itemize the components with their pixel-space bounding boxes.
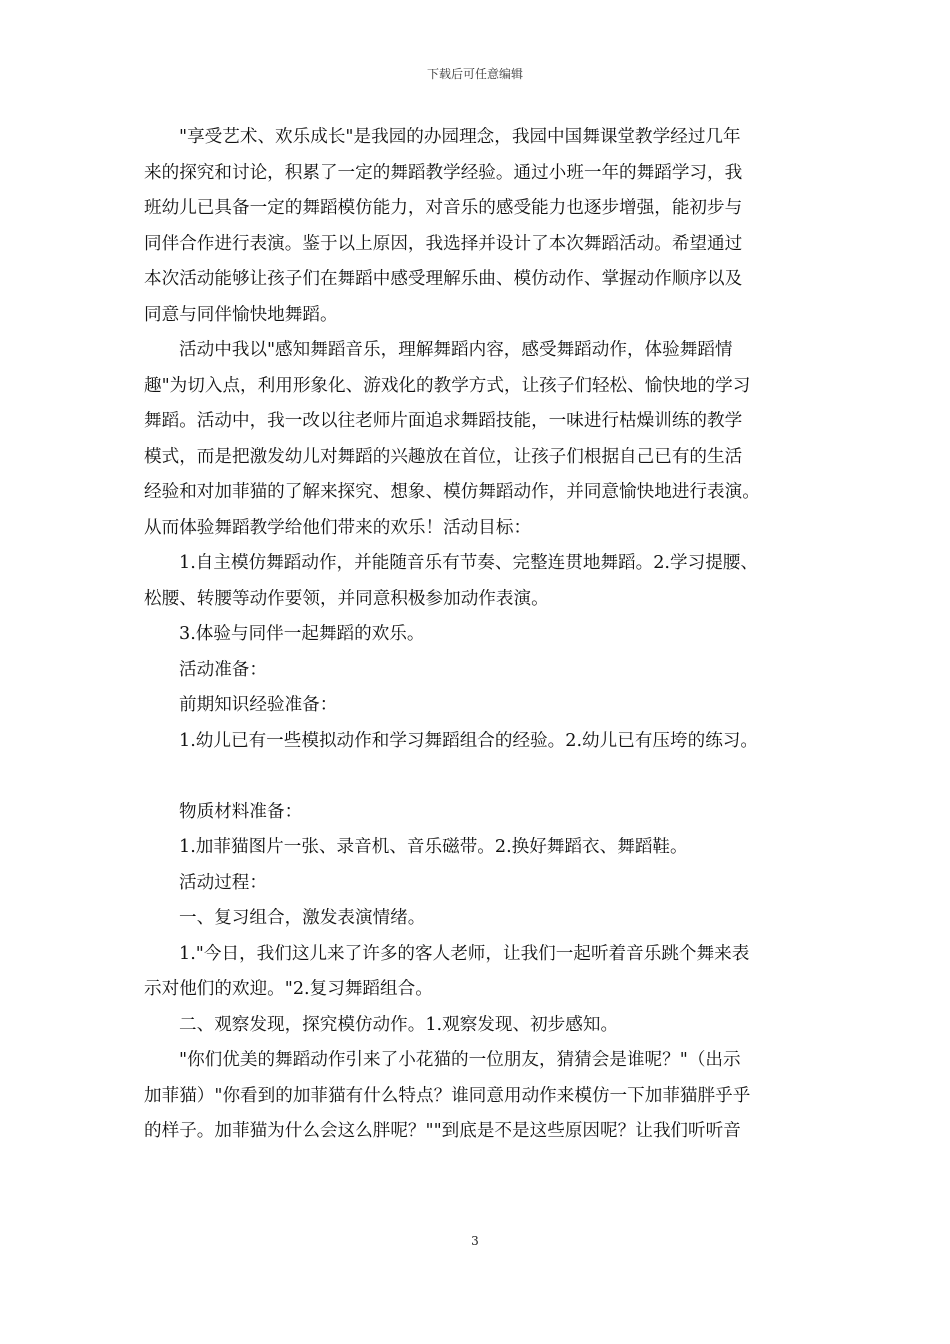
paragraph-line: 趣"为切入点，利用形象化、游戏化的教学方式，让孩子们轻松、愉快地的学习 xyxy=(144,375,751,396)
paragraph-line: 1.自主模仿舞蹈动作，并能随音乐有节奏、完整连贯地舞蹈。2.学习提腰、 xyxy=(179,553,758,573)
section-heading: 活动准备： xyxy=(179,659,267,680)
paragraph-line: 从而体验舞蹈教学给他们带来的欢乐！活动目标： xyxy=(144,517,532,538)
paragraph-line: 本次活动能够让孩子们在舞蹈中感受理解乐曲、模仿动作、掌握动作顺序以及 xyxy=(144,269,743,289)
page-number: 3 xyxy=(471,1234,479,1248)
section-heading: 活动过程： xyxy=(179,872,267,893)
paragraph-line: 模式，而是把激发幼儿对舞蹈的兴趣放在首位，让孩子们根据自己已有的生活 xyxy=(144,446,743,467)
section-heading: 物质材料准备： xyxy=(179,801,303,822)
paragraph-line: 示对他们的欢迎。"2.复习舞蹈组合。 xyxy=(144,979,433,999)
paragraph-line: 来的探究和讨论，积累了一定的舞蹈教学经验。通过小班一年的舞蹈学习，我 xyxy=(144,162,743,183)
paragraph-line: 经验和对加菲猫的了解来探究、想象、模仿舞蹈动作，并同意愉快地进行表演。 xyxy=(144,482,760,502)
paragraph-line: 的样子。加菲猫为什么会这么胖呢？""到底是不是这些原因呢？让我们听听音 xyxy=(144,1121,741,1141)
paragraph-line: 3.体验与同伴一起舞蹈的欢乐。 xyxy=(179,624,425,644)
paragraph-line: 1.加菲猫图片一张、录音机、音乐磁带。2.换好舞蹈衣、舞蹈鞋。 xyxy=(179,837,688,857)
paragraph-line: 1.幼儿已有一些模拟动作和学习舞蹈组合的经验。2.幼儿已有压垮的练习。 xyxy=(179,730,758,751)
page-header: 下载后可任意编辑 xyxy=(426,67,523,81)
paragraph-line: 一、复习组合，激发表演情绪。 xyxy=(179,908,426,928)
document-body xyxy=(144,120,824,1150)
paragraph-line: 同意与同伴愉快地舞蹈。 xyxy=(144,304,338,325)
paragraph-line: 1."今日，我们这儿来了许多的客人老师，让我们一起听着音乐跳个舞来表 xyxy=(179,943,750,964)
paragraph-line: 活动中我以"感知舞蹈音乐，理解舞蹈内容，感受舞蹈动作，体验舞蹈情 xyxy=(179,340,733,360)
paragraph-line: "享受艺术、欢乐成长"是我园的办园理念，我园中国舞课堂教学经过几年 xyxy=(179,127,741,147)
paragraph-line: "你们优美的舞蹈动作引来了小花猫的一位朋友，猜猜会是谁呢？"（出示 xyxy=(179,1050,741,1070)
blank-line xyxy=(144,759,824,795)
paragraph-line: 松腰、转腰等动作要领，并同意积极参加动作表演。 xyxy=(144,588,549,609)
paragraph-line: 同伴合作进行表演。鉴于以上原因，我选择并设计了本次舞蹈活动。希望通过 xyxy=(144,233,743,254)
section-heading: 前期知识经验准备： xyxy=(179,695,338,715)
paragraph-line: 班幼儿已具备一定的舞蹈模仿能力，对音乐的感受能力也逐步增强，能初步与 xyxy=(144,198,743,218)
paragraph-line: 二、观察发现，探究模仿动作。1.观察发现、初步感知。 xyxy=(179,1014,619,1035)
paragraph-line: 舞蹈。活动中，我一改以往老师片面追求舞蹈技能，一味进行枯燥训练的教学 xyxy=(144,411,743,431)
paragraph-line: 加菲猫）"你看到的加菲猫有什么特点？谁同意用动作来模仿一下加菲猫胖乎乎 xyxy=(144,1085,751,1106)
